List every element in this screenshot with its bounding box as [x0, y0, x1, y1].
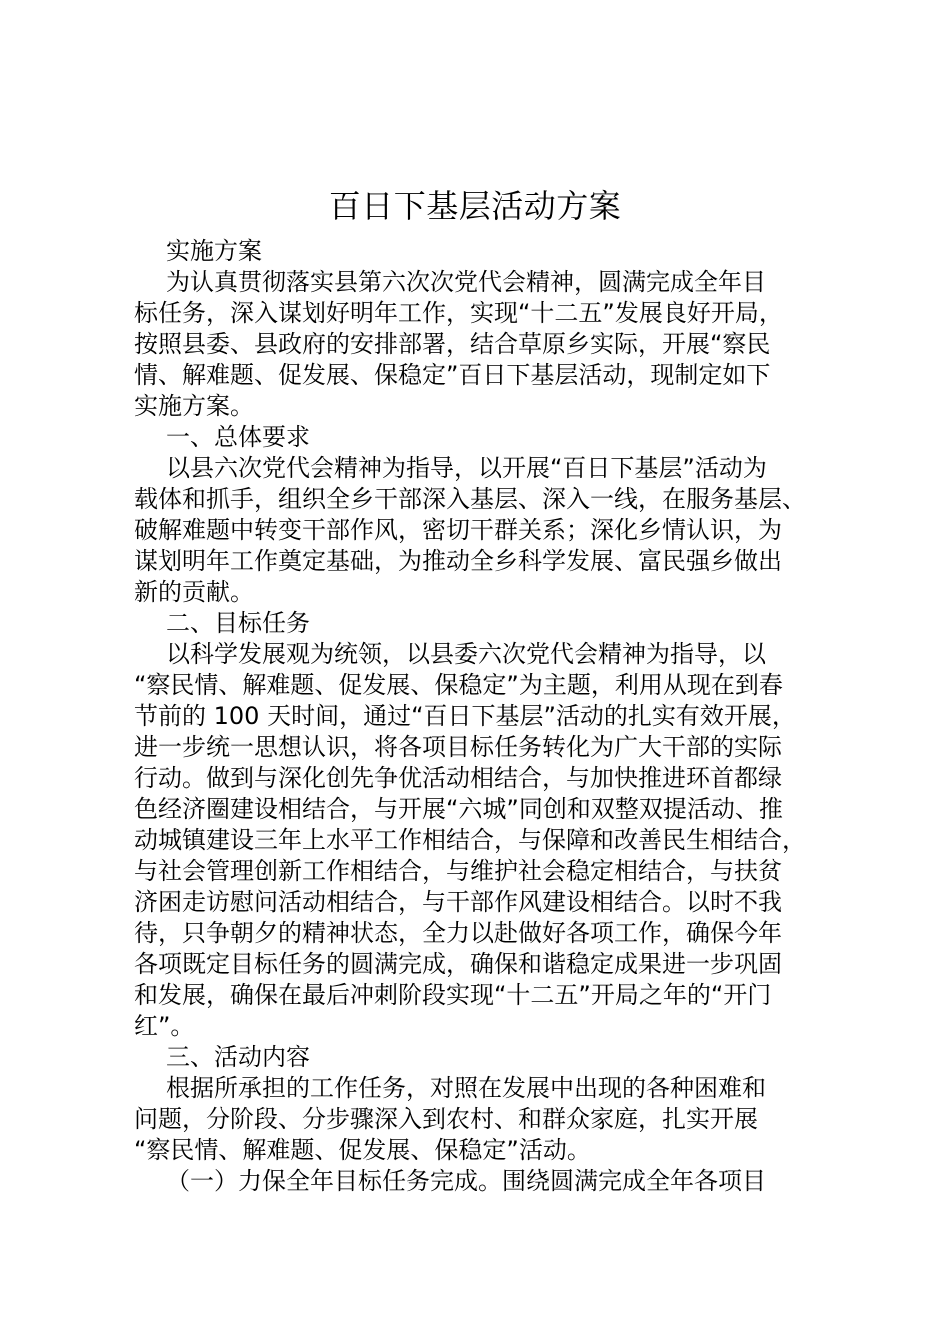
- body-line: 进一步统一思想认识，将各项目标任务转化为广大干部的实际: [134, 733, 782, 761]
- body-line: 三、活动内容: [166, 1043, 310, 1071]
- body-line: 新的贡献。: [134, 578, 254, 606]
- body-line: （一）力保全年目标任务完成。围绕圆满完成全年各项目: [166, 1167, 766, 1195]
- body-line: 问题，分阶段、分步骤深入到农村、和群众家庭，扎实开展: [134, 1105, 758, 1133]
- body-line: 动城镇建设三年上水平工作相结合，与保障和改善民生相结合，: [134, 826, 806, 854]
- body-line: 行动。做到与深化创先争优活动相结合，与加快推进环首都绿: [134, 764, 782, 792]
- body-line: 情、解难题、促发展、保稳定”百日下基层活动，现制定如下: [134, 361, 771, 389]
- body-line: “察民情、解难题、促发展、保稳定”活动。: [134, 1136, 591, 1164]
- body-line: 一、总体要求: [166, 423, 310, 451]
- body-line: 实施方案。: [134, 392, 254, 420]
- body-line: 济困走访慰问活动相结合，与干部作风建设相结合。以时不我: [134, 888, 782, 916]
- document-title: 百日下基层活动方案: [328, 187, 622, 225]
- body-line: 载体和抓手，组织全乡干部深入基层、深入一线，在服务基层、: [134, 485, 806, 513]
- body-line: 节前的 100 天时间，通过“百日下基层”活动的扎实有效开展，: [134, 702, 796, 730]
- body-line: 按照县委、县政府的安排部署，结合草原乡实际，开展“察民: [134, 330, 771, 358]
- body-line: 和发展，确保在最后冲刺阶段实现“十二五”开局之年的“开门: [134, 981, 772, 1009]
- body-line: 色经济圈建设相结合，与开展“六城”同创和双整双提活动、推: [134, 795, 783, 823]
- body-line: 红”。: [134, 1012, 195, 1040]
- body-line: 以县六次党代会精神为指导，以开展“百日下基层”活动为: [166, 454, 767, 482]
- body-line: 根据所承担的工作任务，对照在发展中出现的各种困难和: [166, 1074, 766, 1102]
- document-body: [134, 236, 846, 1197]
- body-line: 谋划明年工作奠定基础，为推动全乡科学发展、富民强乡做出: [134, 547, 782, 575]
- body-line: 各项既定目标任务的圆满完成，确保和谐稳定成果进一步巩固: [134, 950, 782, 978]
- body-line: 实施方案: [166, 237, 262, 265]
- body-line: 二、目标任务: [166, 609, 310, 637]
- body-line: 以科学发展观为统领，以县委六次党代会精神为指导，以: [166, 640, 766, 668]
- body-line: 标任务，深入谋划好明年工作，实现“十二五”发展良好开局，: [134, 299, 783, 327]
- body-line: “察民情、解难题、促发展、保稳定”为主题，利用从现在到春: [134, 671, 783, 699]
- body-line: 待，只争朝夕的精神状态，全力以赴做好各项工作，确保今年: [134, 919, 782, 947]
- body-line: 与社会管理创新工作相结合，与维护社会稳定相结合，与扶贫: [134, 857, 782, 885]
- body-line: 破解难题中转变干部作风，密切干群关系；深化乡情认识，为: [134, 516, 782, 544]
- body-line: 为认真贯彻落实县第六次次党代会精神，圆满完成全年目: [166, 268, 766, 296]
